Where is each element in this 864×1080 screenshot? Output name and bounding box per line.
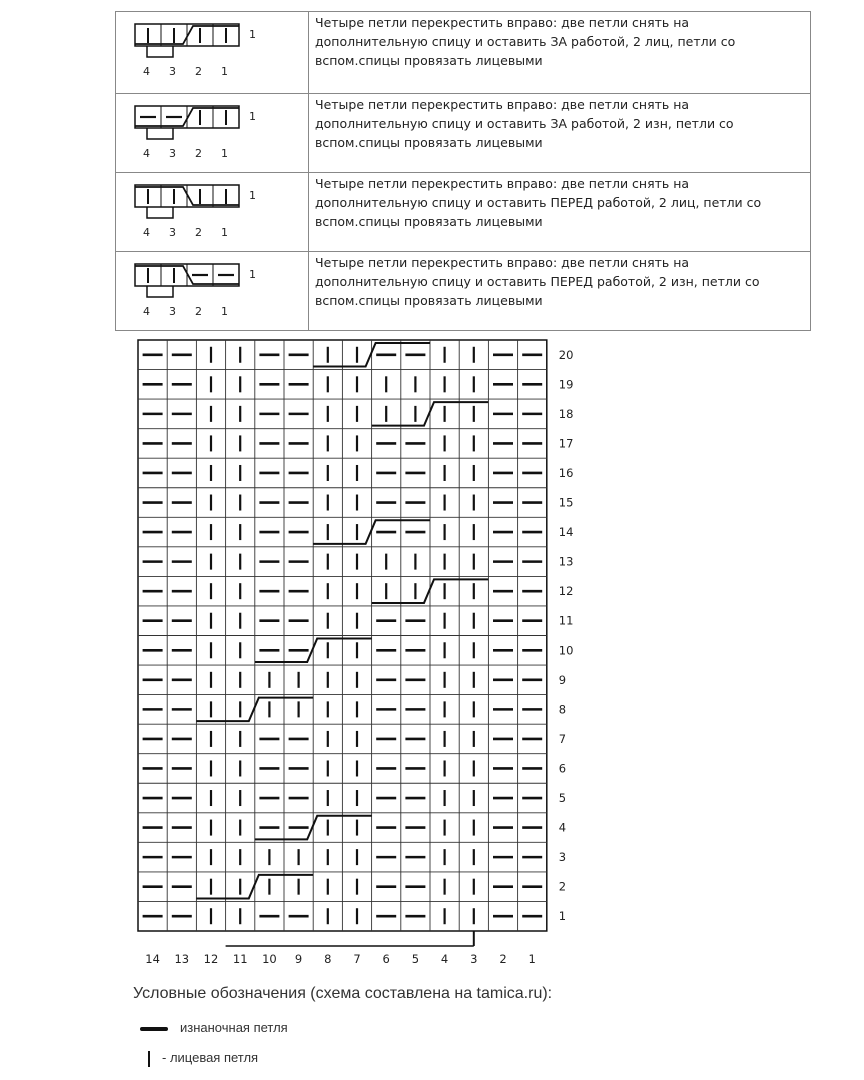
row-number-label: 17 — [558, 436, 574, 451]
legend-col-number: 2 — [195, 305, 202, 318]
row-number-label: 7 — [558, 731, 567, 746]
row-number-label: 16 — [558, 465, 574, 480]
cable-needle-bracket — [147, 128, 173, 139]
column-number-label: 7 — [353, 952, 361, 966]
row-number-label: 6 — [558, 761, 567, 776]
legend-col-number: 1 — [221, 65, 228, 78]
legend-col-number: 1 — [221, 305, 228, 318]
cable-symbol-icon — [116, 12, 308, 90]
column-number-label: 13 — [174, 952, 190, 966]
column-number-label: 9 — [294, 952, 303, 966]
legend-row-number: 1 — [249, 268, 256, 281]
purl-symbol — [140, 1027, 168, 1031]
column-number-label: 10 — [262, 952, 277, 966]
cable-symbol-cell — [116, 94, 309, 173]
row-number-label: 5 — [558, 791, 567, 806]
legend-col-number: 3 — [169, 147, 176, 160]
cable-description: Четыре петли перекрестить вправо: две петли снять на дополнительную спицу и оставить ПЕРЕД работой, 2 лиц, петли со вспом.спицы провязать лицевыми — [309, 173, 811, 252]
legend-row — [116, 252, 811, 331]
column-number-label: 5 — [411, 952, 420, 966]
cable-symbol-icon — [116, 94, 308, 172]
cable-description: Четыре петли перекрестить вправо: две петли снять на дополнительную спицу и оставить ЗА работой, 2 лиц, петли со вспом.спицы провязать лицевыми — [309, 12, 811, 94]
knit-label: - лицевая петля — [162, 1050, 259, 1065]
row-number-label: 18 — [558, 406, 574, 421]
cable-symbol-icon — [116, 173, 308, 251]
legend-col-number: 1 — [221, 147, 228, 160]
legend-col-number: 2 — [195, 226, 202, 239]
cable-needle-bracket — [147, 207, 173, 218]
row-number-label: 1 — [558, 909, 567, 924]
row-number-label: 10 — [558, 643, 574, 658]
legend-row — [116, 173, 811, 252]
column-number-label: 2 — [499, 952, 507, 966]
row-number-label: 4 — [558, 820, 567, 835]
legend-row-number: 1 — [249, 110, 256, 123]
row-number-label: 15 — [558, 495, 574, 510]
cable-legend-table — [115, 11, 811, 331]
column-number-label: 12 — [203, 952, 219, 966]
legend-col-number: 4 — [143, 226, 150, 239]
legend-col-number: 4 — [143, 305, 150, 318]
column-number-label: 6 — [382, 952, 390, 966]
column-number-label: 14 — [145, 952, 160, 966]
cable-symbol-cell — [116, 173, 309, 252]
legend-col-number: 1 — [221, 226, 228, 239]
row-number-label: 2 — [558, 879, 567, 894]
knit-legend — [140, 1050, 258, 1067]
row-number-label: 8 — [558, 702, 567, 717]
legend-col-number: 2 — [195, 65, 202, 78]
legend-col-number: 3 — [169, 305, 176, 318]
column-number-label: 1 — [528, 952, 536, 966]
cable-symbol-cell — [116, 252, 309, 331]
cable-symbol-icon — [116, 252, 308, 330]
column-number-label: 4 — [440, 952, 449, 966]
legend-col-number: 3 — [169, 65, 176, 78]
cable-description: Четыре петли перекрестить вправо: две петли снять на дополнительную спицу и оставить ЗА работой, 2 изн, петли со вспом.спицы провязать лицевыми — [309, 94, 811, 173]
row-number-label: 19 — [558, 377, 574, 392]
cable-needle-bracket — [147, 46, 173, 57]
row-number-label: 14 — [558, 525, 574, 540]
purl-legend — [140, 1020, 288, 1035]
legend-col-number: 3 — [169, 226, 176, 239]
knitting-chart — [0, 330, 864, 970]
knit-symbol — [148, 1051, 150, 1067]
cable-needle-bracket — [147, 286, 173, 297]
column-number-label: 3 — [470, 952, 478, 966]
legend-row-number: 1 — [249, 28, 256, 41]
cable-description: Четыре петли перекрестить вправо: две петли снять на дополнительную спицу и оставить ПЕРЕД работой, 2 изн, петли со вспом.спицы провязать лицевыми — [309, 252, 811, 331]
row-number-label: 13 — [558, 554, 574, 569]
row-number-label: 12 — [558, 584, 574, 599]
legend-row — [116, 12, 811, 94]
legend-title: Условные обозначения (схема составлена на tamica.ru): — [133, 985, 553, 1002]
row-number-label: 20 — [558, 347, 574, 362]
legend-col-number: 4 — [143, 147, 150, 160]
legend-col-number: 4 — [143, 65, 150, 78]
legend-col-number: 2 — [195, 147, 202, 160]
row-number-label: 3 — [558, 850, 567, 865]
purl-label: изнаночная петля — [180, 1020, 288, 1035]
row-number-label: 9 — [558, 672, 567, 687]
legend-row-number: 1 — [249, 189, 256, 202]
row-number-label: 11 — [558, 613, 574, 628]
column-number-label: 8 — [324, 952, 332, 966]
column-number-label: 11 — [232, 952, 248, 966]
cable-symbol-cell — [116, 12, 309, 94]
legend-row — [116, 94, 811, 173]
